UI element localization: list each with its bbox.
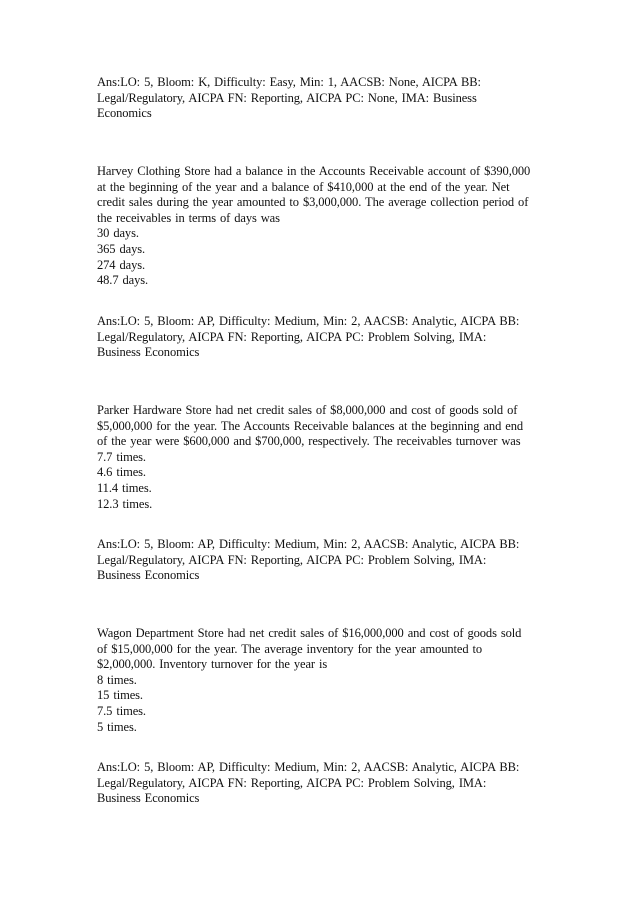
question-text-line: $5,000,000 for the year. The Accounts Receivable balances at the beginning and end: [97, 418, 524, 433]
answer-option: 365 days.: [97, 241, 146, 256]
answer-option: 7.7 times.: [97, 449, 146, 464]
answer-line: Economics: [97, 106, 152, 121]
answer-line: Business Economics: [97, 791, 200, 806]
answer-option: 12.3 times.: [97, 496, 153, 511]
question-2: [97, 403, 547, 512]
answer-option: 48.7 days.: [97, 273, 149, 288]
answer-option: 15 times.: [97, 688, 143, 703]
answer-option: 5 times.: [97, 719, 137, 734]
answer-metadata-3: [97, 537, 547, 584]
question-1: [97, 164, 547, 289]
question-text-line: of the year were $600,000 and $700,000, respectively. The receivables turnover was: [97, 434, 521, 449]
answer-line: Legal/Regulatory, AICPA FN: Reporting, AICPA PC: Problem Solving, IMA:: [97, 775, 487, 790]
question-text-line: credit sales during the year amounted to $3,000,000. The average collection period of: [97, 195, 529, 210]
question-3: [97, 626, 547, 735]
answer-line: Legal/Regulatory, AICPA FN: Reporting, AICPA PC: None, IMA: Business: [97, 90, 477, 105]
answer-line: Legal/Regulatory, AICPA FN: Reporting, AICPA PC: Problem Solving, IMA:: [97, 552, 487, 567]
question-text-line: the receivables in terms of days was: [97, 210, 280, 225]
answer-line: Legal/Regulatory, AICPA FN: Reporting, AICPA PC: Problem Solving, IMA:: [97, 329, 487, 344]
answer-line: Ans:LO: 5, Bloom: AP, Difficulty: Medium, Min: 2, AACSB: Analytic, AICPA BB:: [97, 537, 520, 551]
question-text-line: Parker Hardware Store had net credit sales of $8,000,000 and cost of goods sold of: [97, 403, 518, 417]
answer-option: 11.4 times.: [97, 480, 152, 495]
answer-line: Ans:LO: 5, Bloom: K, Difficulty: Easy, Min: 1, AACSB: None, AICPA BB:: [97, 75, 481, 89]
answer-option: 30 days.: [97, 226, 139, 241]
answer-option: 7.5 times.: [97, 703, 146, 718]
question-text-line: Wagon Department Store had net credit sales of $16,000,000 and cost of goods sold: [97, 626, 522, 640]
answer-metadata-4: [97, 760, 547, 807]
answer-line: Ans:LO: 5, Bloom: AP, Difficulty: Medium, Min: 2, AACSB: Analytic, AICPA BB:: [97, 760, 520, 774]
question-text-line: Harvey Clothing Store had a balance in the Accounts Receivable account of $390,000: [97, 164, 531, 178]
answer-option: 4.6 times.: [97, 465, 146, 480]
answer-option: 274 days.: [97, 257, 146, 272]
answer-line: Ans:LO: 5, Bloom: AP, Difficulty: Medium, Min: 2, AACSB: Analytic, AICPA BB:: [97, 314, 520, 328]
answer-metadata-1: [97, 75, 547, 122]
question-text-line: of $15,000,000 for the year. The average inventory for the year amounted to: [97, 641, 483, 656]
answer-metadata-2: [97, 314, 547, 361]
answer-option: 8 times.: [97, 672, 137, 687]
answer-line: Business Economics: [97, 568, 200, 583]
question-text-line: at the beginning of the year and a balance of $410,000 at the end of the year. Net: [97, 179, 510, 194]
answer-line: Business Economics: [97, 345, 200, 360]
question-text-line: $2,000,000. Inventory turnover for the year is: [97, 657, 328, 672]
